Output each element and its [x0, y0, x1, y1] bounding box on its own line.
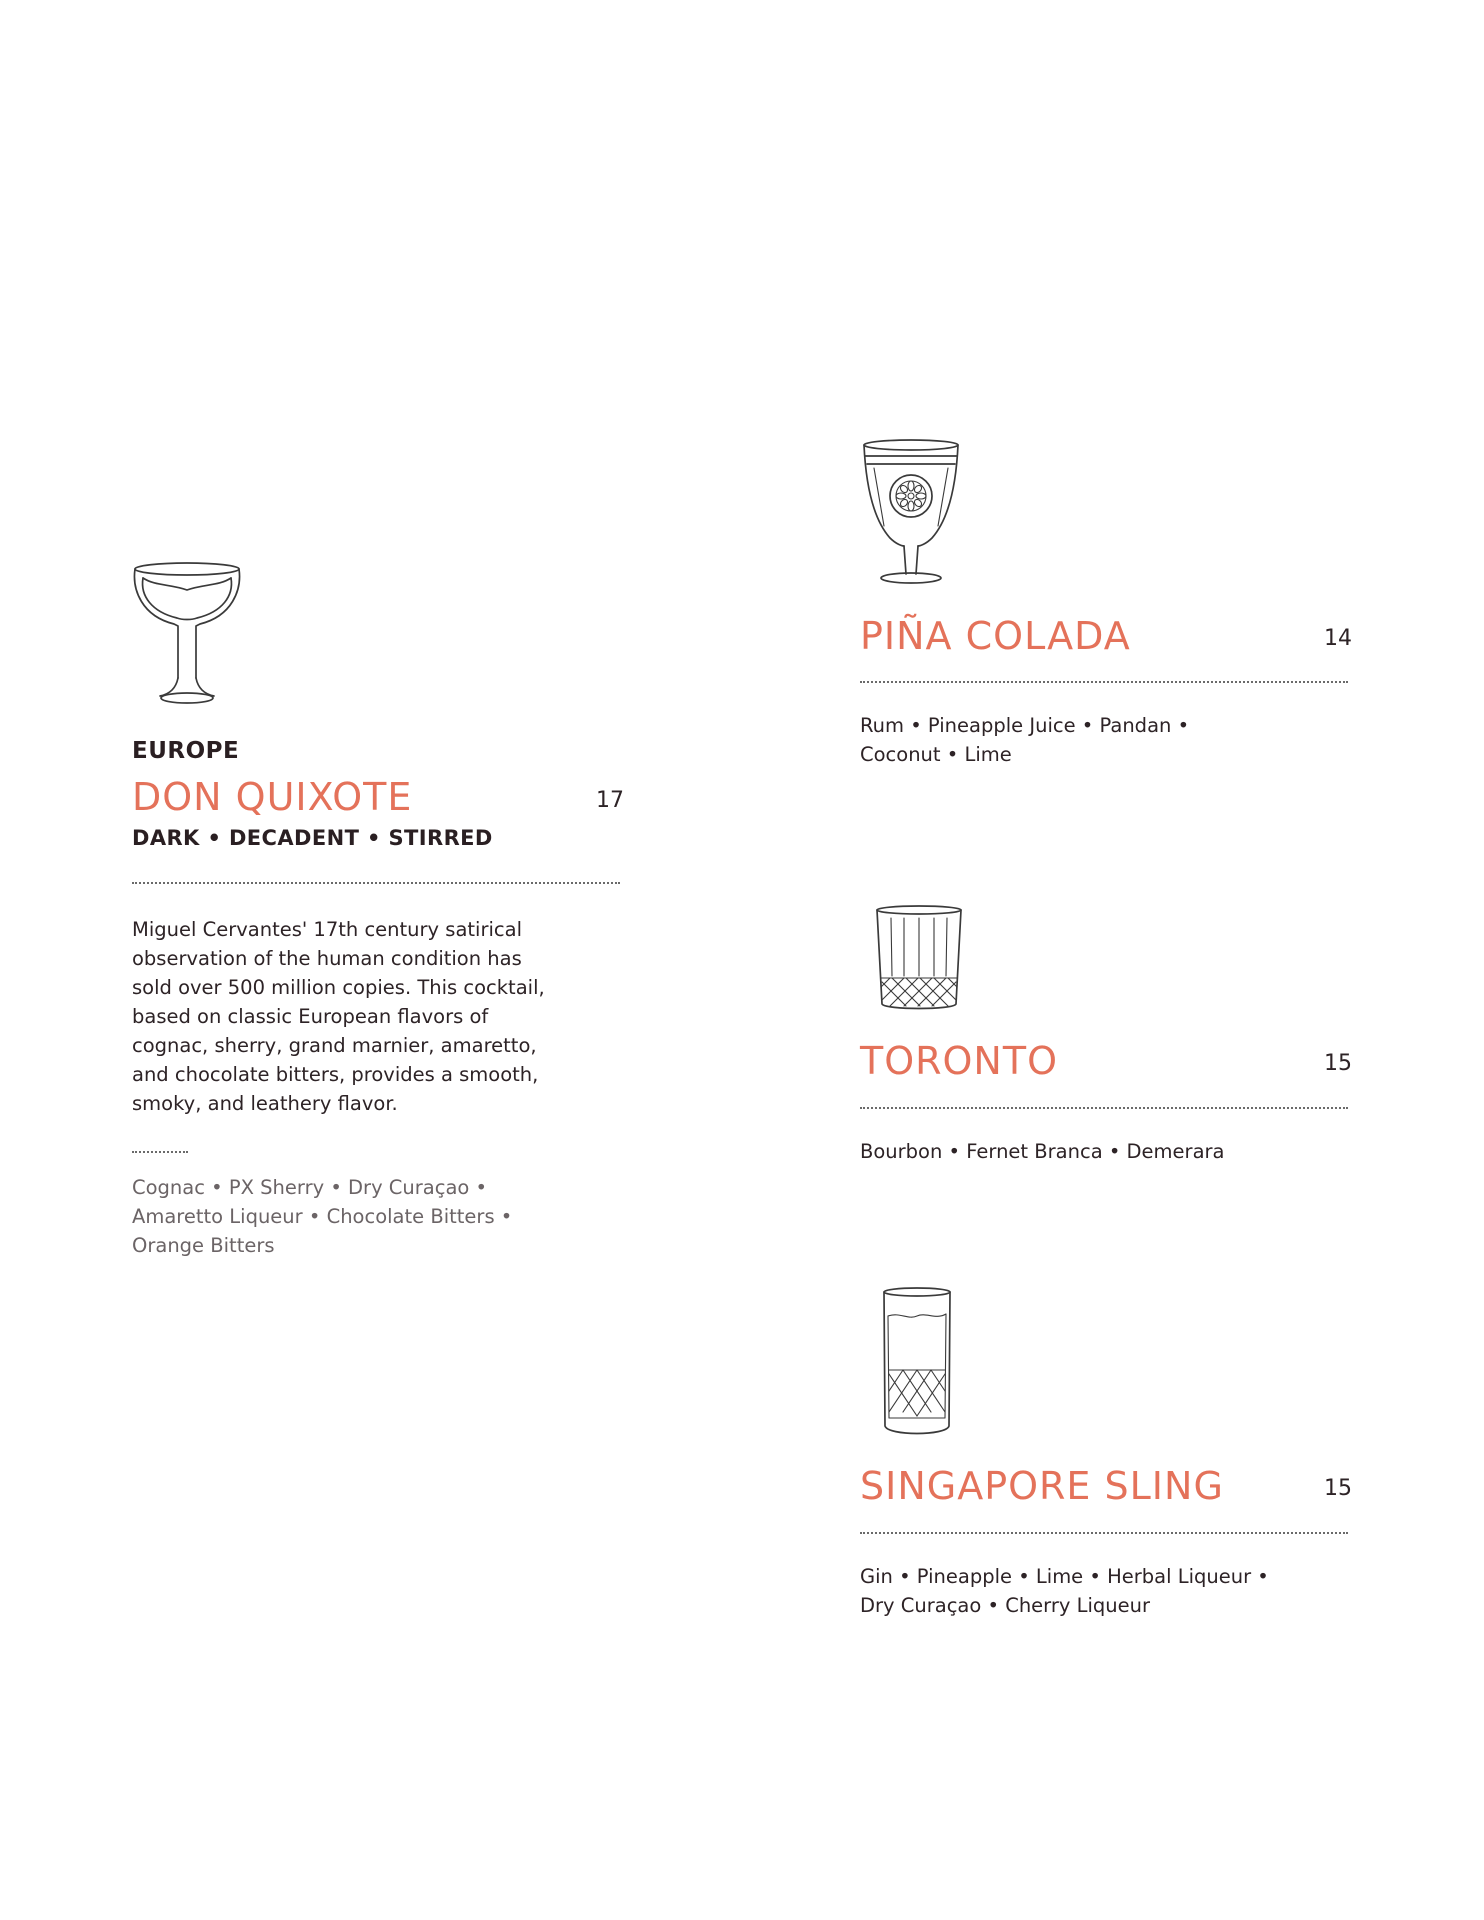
- description-line: sold over 500 million copies. This cocktail,: [132, 976, 545, 999]
- region-label: EUROPE: [132, 738, 240, 764]
- divider: [860, 681, 1348, 683]
- description-line: observation of the human condition has: [132, 947, 522, 970]
- ingredients-line: Orange Bitters: [132, 1234, 275, 1257]
- cocktail-price: 15: [1324, 1051, 1352, 1076]
- divider: [860, 1107, 1348, 1109]
- ingredients-line: Rum • Pineapple Juice • Pandan •: [860, 714, 1190, 737]
- ingredients-line: Coconut • Lime: [860, 743, 1012, 766]
- description-line: and chocolate bitters, provides a smooth,: [132, 1063, 539, 1086]
- cocktail-name: PIÑA COLADA: [860, 614, 1131, 658]
- footed-glass-icon: [860, 438, 962, 588]
- ingredients-list: [860, 1562, 1269, 1620]
- ingredients-line: Amaretto Liqueur • Chocolate Bitters •: [132, 1205, 513, 1228]
- cocktail-name: TORONTO: [860, 1039, 1058, 1083]
- cocktail-name: DON QUIXOTE: [132, 775, 413, 819]
- description-line: cognac, sherry, grand marnier, amaretto,: [132, 1034, 537, 1057]
- ingredients-line: Cognac • PX Sherry • Dry Curaçao •: [132, 1176, 488, 1199]
- cocktail-description: [132, 915, 622, 1118]
- ingredients-list: [860, 711, 1189, 769]
- ingredients-list: [132, 1173, 512, 1260]
- ingredients-line: Gin • Pineapple • Lime • Herbal Liqueur •: [860, 1565, 1269, 1588]
- rocks-glass-icon: [875, 904, 963, 1014]
- cocktail-price: 14: [1324, 626, 1352, 651]
- divider: [860, 1532, 1348, 1534]
- description-line: smoky, and leathery flavor.: [132, 1092, 398, 1115]
- ingredients-line: Bourbon • Fernet Branca • Demerara: [860, 1140, 1225, 1163]
- flavor-tags: DARK • DECADENT • STIRRED: [132, 826, 493, 850]
- description-line: Miguel Cervantes' 17th century satirical: [132, 918, 522, 941]
- short-divider: [132, 1151, 188, 1153]
- divider: [132, 882, 620, 884]
- ingredients-list: [860, 1137, 1224, 1166]
- coupe-glass-icon: [130, 560, 244, 706]
- ingredients-line: Dry Curaçao • Cherry Liqueur: [860, 1594, 1151, 1617]
- cocktail-price: 17: [596, 788, 624, 813]
- description-line: based on classic European flavors of: [132, 1005, 489, 1028]
- highball-glass-icon: [882, 1286, 952, 1438]
- cocktail-name: SINGAPORE SLING: [860, 1464, 1224, 1508]
- cocktail-price: 15: [1324, 1476, 1352, 1501]
